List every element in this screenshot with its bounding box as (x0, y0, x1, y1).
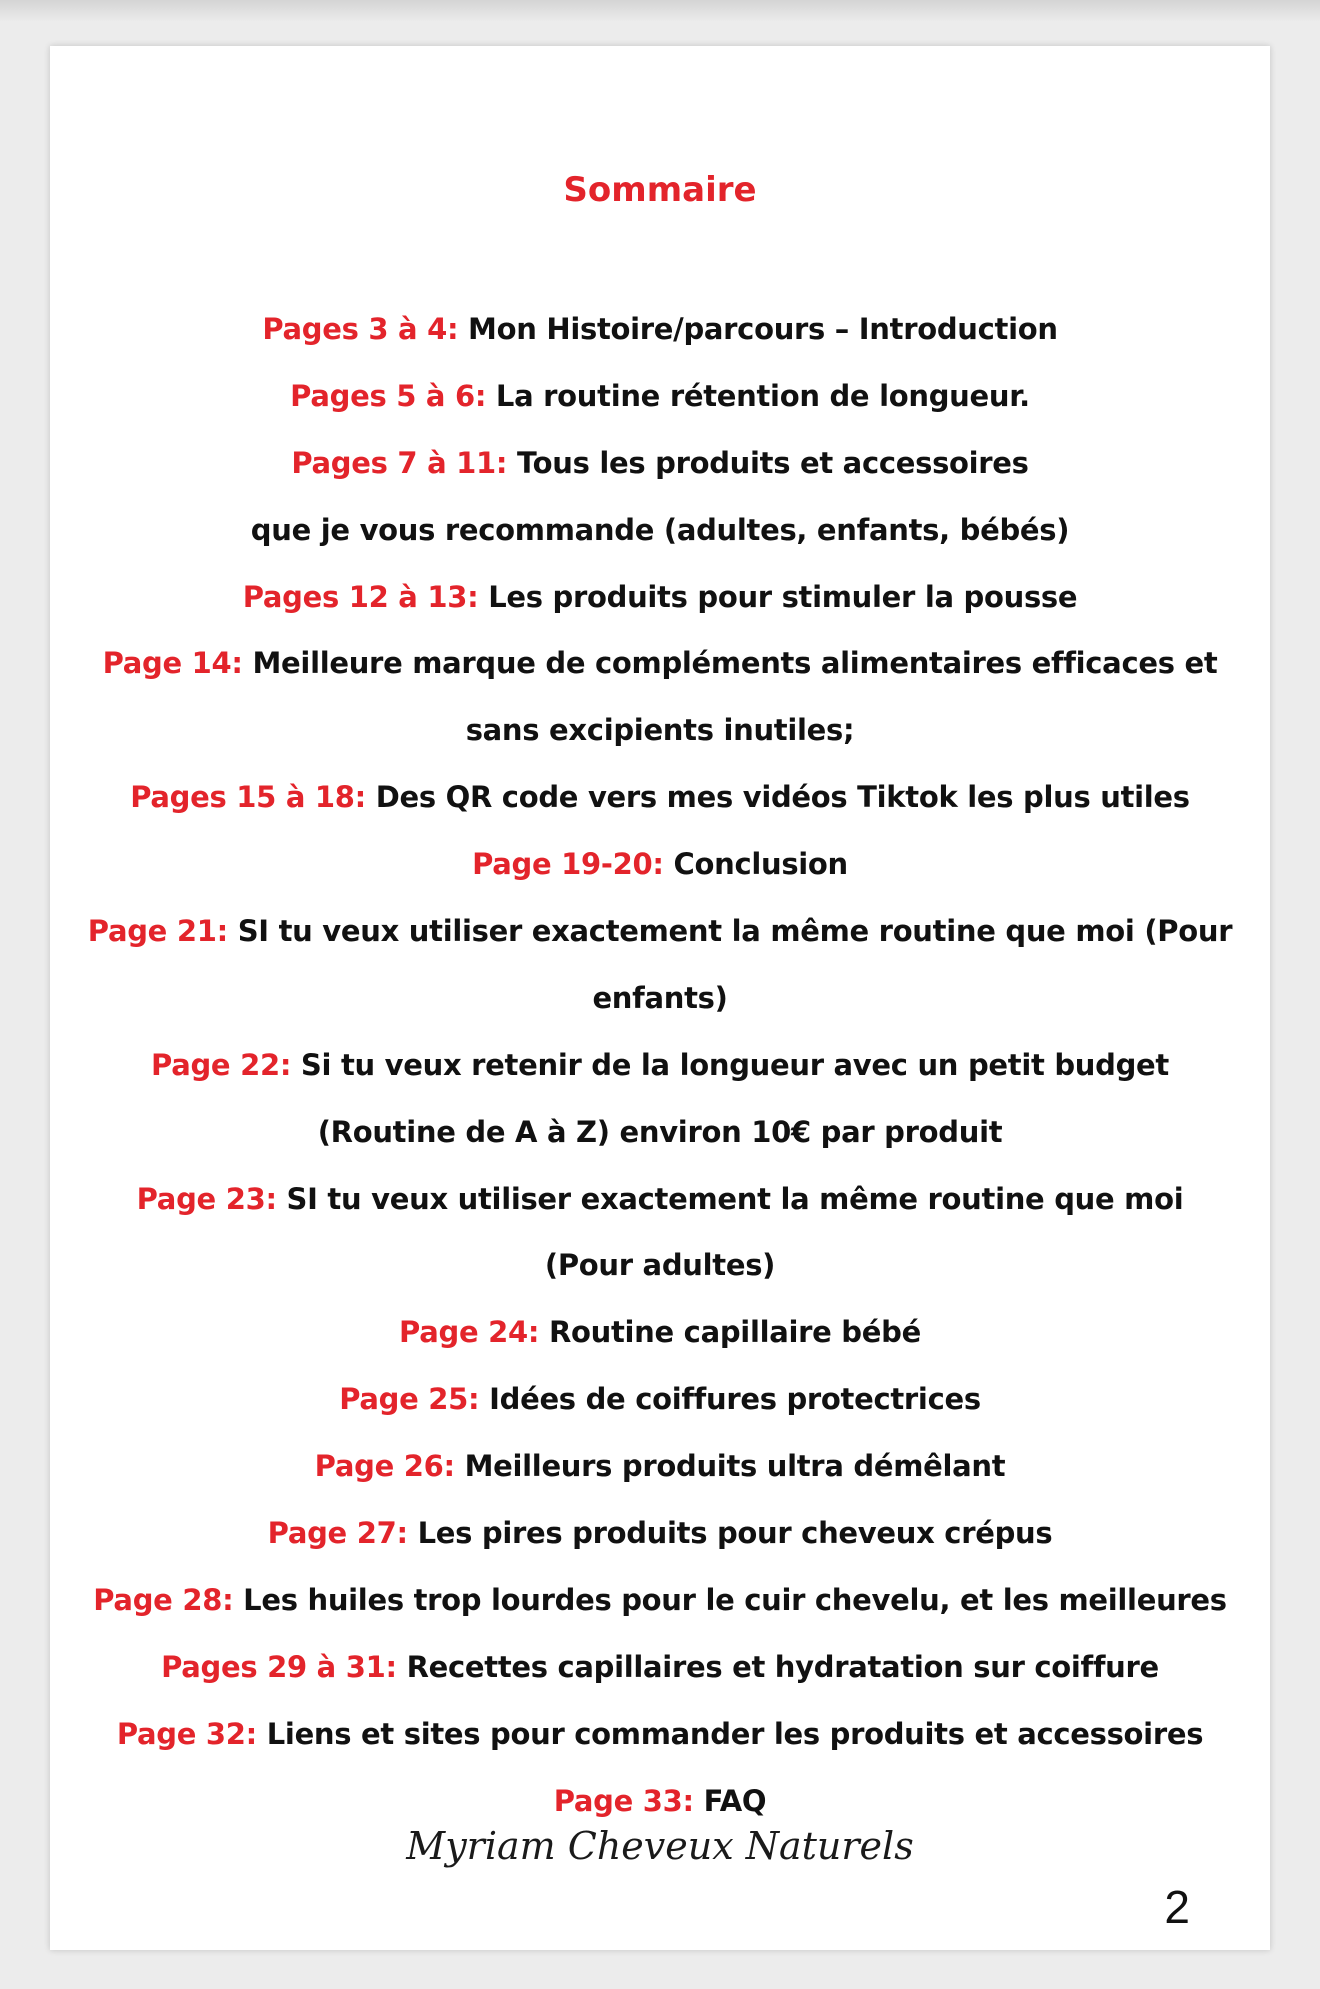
signature: Myriam Cheveux Naturels (406, 1824, 914, 1868)
toc-description: Les produits pour stimuler la pousse (478, 579, 1078, 614)
toc-line (80, 1299, 1240, 1366)
toc-line (80, 1099, 1240, 1166)
toc-line (80, 430, 1240, 497)
toc-page-ref: Pages 12 à 13: (242, 579, 479, 614)
toc-description: Les pires produits pour cheveux crépus (407, 1516, 1053, 1551)
toc-line (80, 764, 1240, 831)
toc-line (80, 1232, 1240, 1299)
toc-page-ref: Page 19-20: (472, 847, 664, 882)
toc-description: Idées de coiffures protectrices (479, 1382, 981, 1417)
toc-page-ref: Pages 15 à 18: (130, 780, 366, 815)
toc-description: Tous les produits et accessoires (507, 445, 1029, 480)
toc-description: Conclusion (663, 847, 848, 882)
toc-page-ref: Page 14: (102, 646, 243, 681)
toc-line (80, 1433, 1240, 1500)
toc-description: que je vous recommande (adultes, enfants, bébés) (250, 512, 1070, 547)
toc-line (80, 630, 1240, 697)
toc-description: Routine capillaire bébé (539, 1315, 921, 1350)
toc-page-ref: Page 21: (87, 914, 228, 949)
toc-page-ref: Page 24: (399, 1315, 540, 1350)
document-page (50, 46, 1270, 1950)
toc-line (80, 1701, 1240, 1768)
page-title: Sommaire (563, 170, 757, 210)
toc-page-ref: Pages 29 à 31: (161, 1649, 397, 1684)
toc-page-ref: Page 26: (314, 1449, 455, 1484)
toc-page-ref: Pages 5 à 6: (290, 378, 487, 413)
toc-description: SI tu veux utiliser exactement la même routine que moi (276, 1181, 1184, 1216)
toc-description: enfants) (592, 980, 728, 1015)
toc-line (80, 831, 1240, 898)
toc-description: sans excipients inutiles; (465, 713, 855, 748)
table-of-contents (80, 296, 1240, 1834)
toc-description: Liens et sites pour commander les produits et accessoires (256, 1716, 1204, 1751)
toc-line (80, 363, 1240, 430)
top-shadow (0, 0, 1320, 22)
toc-line (80, 965, 1240, 1032)
toc-description: (Routine de A à Z) environ 10€ par produit (317, 1114, 1003, 1149)
toc-description: Les huiles trop lourdes pour le cuir chevelu, et les meilleures (233, 1582, 1227, 1617)
toc-line (80, 898, 1240, 965)
page-number: 2 (1164, 1881, 1190, 1933)
toc-description: La routine rétention de longueur. (486, 378, 1030, 413)
toc-description: Meilleure marque de compléments alimentaires efficaces et (242, 646, 1218, 681)
toc-page-ref: Pages 3 à 4: (262, 312, 459, 346)
toc-page-ref: Page 25: (339, 1382, 480, 1417)
toc-page-ref: Pages 7 à 11: (291, 445, 508, 480)
toc-line (80, 697, 1240, 764)
toc-page-ref: Page 27: (267, 1516, 408, 1551)
toc-line (80, 1032, 1240, 1099)
toc-line (80, 1634, 1240, 1701)
toc-line (80, 1366, 1240, 1433)
toc-line (80, 1166, 1240, 1233)
toc-description: Mon Histoire/parcours – Introduction (458, 312, 1058, 346)
toc-page-ref: Page 22: (151, 1047, 292, 1082)
toc-line (80, 564, 1240, 631)
toc-description: Si tu veux retenir de la longueur avec un petit budget (291, 1047, 1169, 1082)
toc-line (80, 497, 1240, 564)
toc-page-ref: Page 32: (116, 1716, 257, 1751)
toc-description: Meilleurs produits ultra démêlant (454, 1449, 1006, 1484)
toc-description: (Pour adultes) (544, 1248, 776, 1283)
toc-page-ref: Page 23: (136, 1181, 277, 1216)
toc-page-ref: Page 28: (93, 1582, 234, 1617)
toc-description: Recettes capillaires et hydratation sur coiffure (396, 1649, 1159, 1684)
toc-line (80, 1567, 1240, 1634)
toc-line (80, 1500, 1240, 1567)
toc-description: SI tu veux utiliser exactement la même routine que moi (Pour (227, 914, 1233, 949)
toc-line (80, 296, 1240, 363)
toc-description: FAQ (693, 1783, 767, 1818)
toc-description: Des QR code vers mes vidéos Tiktok les plus utiles (365, 780, 1190, 815)
toc-page-ref: Page 33: (553, 1783, 694, 1818)
